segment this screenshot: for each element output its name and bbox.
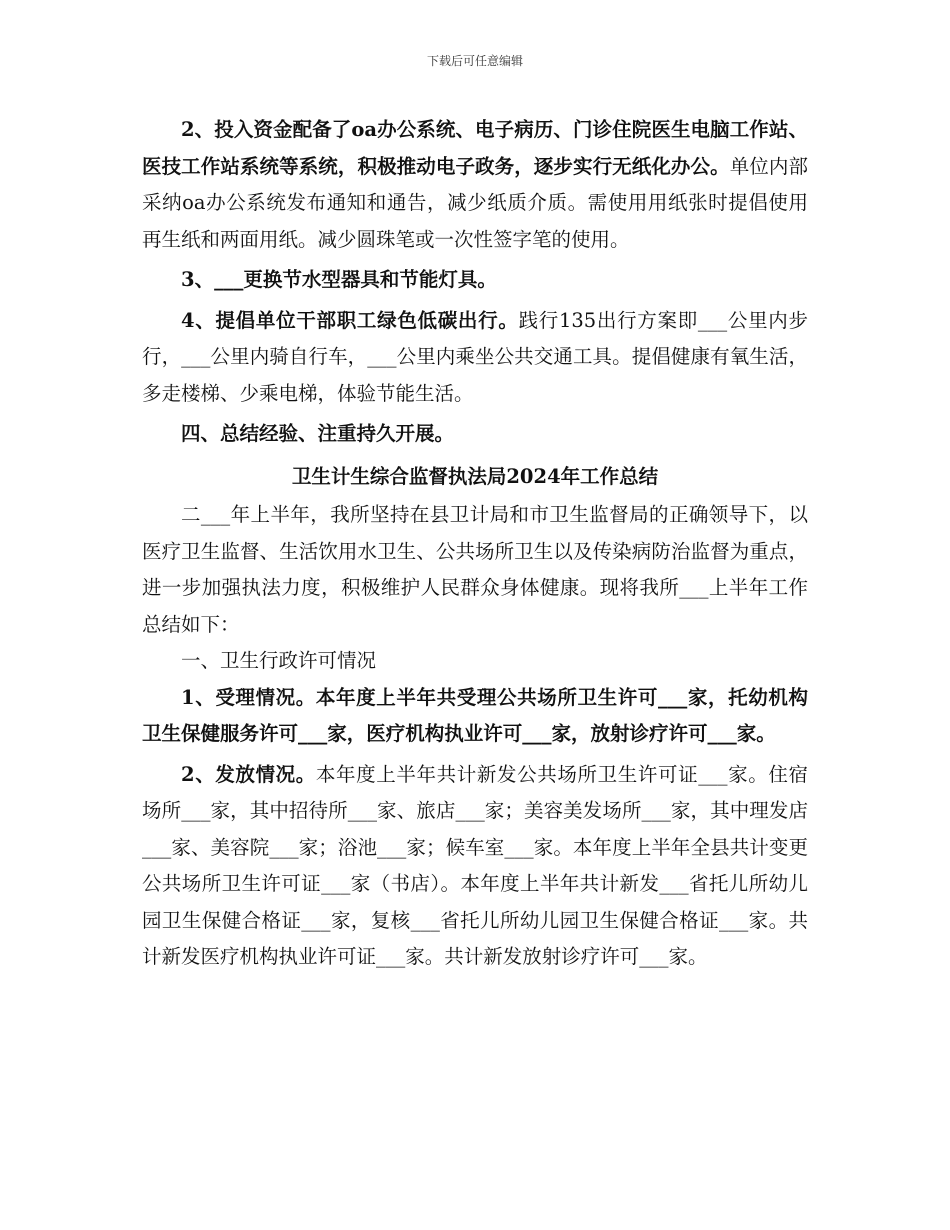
paragraph-green-travel (142, 303, 808, 413)
paragraph-water-saving (142, 262, 808, 299)
section-heading-licensing: 一、卫生行政许可情况 (181, 649, 377, 672)
document-title: 卫生计生综合监督执法局2024年工作总结 (291, 464, 659, 488)
paragraph-bold-lead: 四、总结经验、注重持久开展。 (181, 422, 455, 445)
paragraph-bold-lead: 1、受理情况。本年度上半年共受理公共场所卫生许可___家，托幼机构卫生保健服务许可___家，医疗机构执业许可___家，放射诊疗许可___家。 (142, 685, 808, 745)
document-body (142, 112, 808, 976)
page-header: 下载后可任意编辑 (426, 54, 523, 68)
paragraph-bold-lead: 3、___更换节水型器具和节能灯具。 (181, 268, 497, 291)
paragraph-issuance (142, 757, 808, 976)
paragraph-text: 践行135出行方案即___公里内步行，___公里内骑自行车，___公里内乘坐公共交通工具。提倡健康有氧生活，多走楼梯、少乘电梯，体验节能生活。 (142, 308, 808, 405)
paragraph-acceptance (142, 680, 808, 753)
paragraph-oa-system (142, 112, 808, 258)
paragraph-bold-lead: 4、提倡单位干部职工绿色低碳出行。 (181, 308, 519, 332)
paragraph-text: 本年度上半年共计新发公共场所卫生许可证___家。住宿场所___家，其中招待所___家、旅店___家；美容美发场所___家，其中理发店___家、美容院___家；浴池___家；候车室___家。本年度上半年全县共计变更公共场所卫生许可证___家（书店）。本年度上半年共计新发___省托儿所幼儿园卫生保健合格证___家，复核___省托儿所幼儿园卫生保健合格证___家。共计新发医疗机构执业许可证___家。共计新发放射诊疗许可___家。 (142, 762, 808, 968)
section-heading-summary (142, 416, 808, 453)
paragraph-intro: 二___年上半年，我所坚持在县卫计局和市卫生监督局的正确领导下，以医疗卫生监督、生活饮用水卫生、公共场所卫生以及传染病防治监督为重点，进一步加强执法力度，积极维护人民群众身体健康。现将我所___上半年工作总结如下： (142, 503, 808, 636)
paragraph-text: 单位内部采纳oa办公系统发布通知和通告，减少纸质介质。需使用用纸张时提倡使用再生纸和两面用纸。减少圆珠笔或一次性签字笔的使用。 (142, 154, 808, 251)
paragraph-bold-lead: 2、投入资金配备了oa办公系统、电子病历、门诊住院医生电脑工作站、医技工作站系统等系统，积极推动电子政务，逐步实行无纸化办公。 (142, 118, 808, 178)
paragraph-bold-lead: 2、发放情况。 (181, 762, 316, 786)
